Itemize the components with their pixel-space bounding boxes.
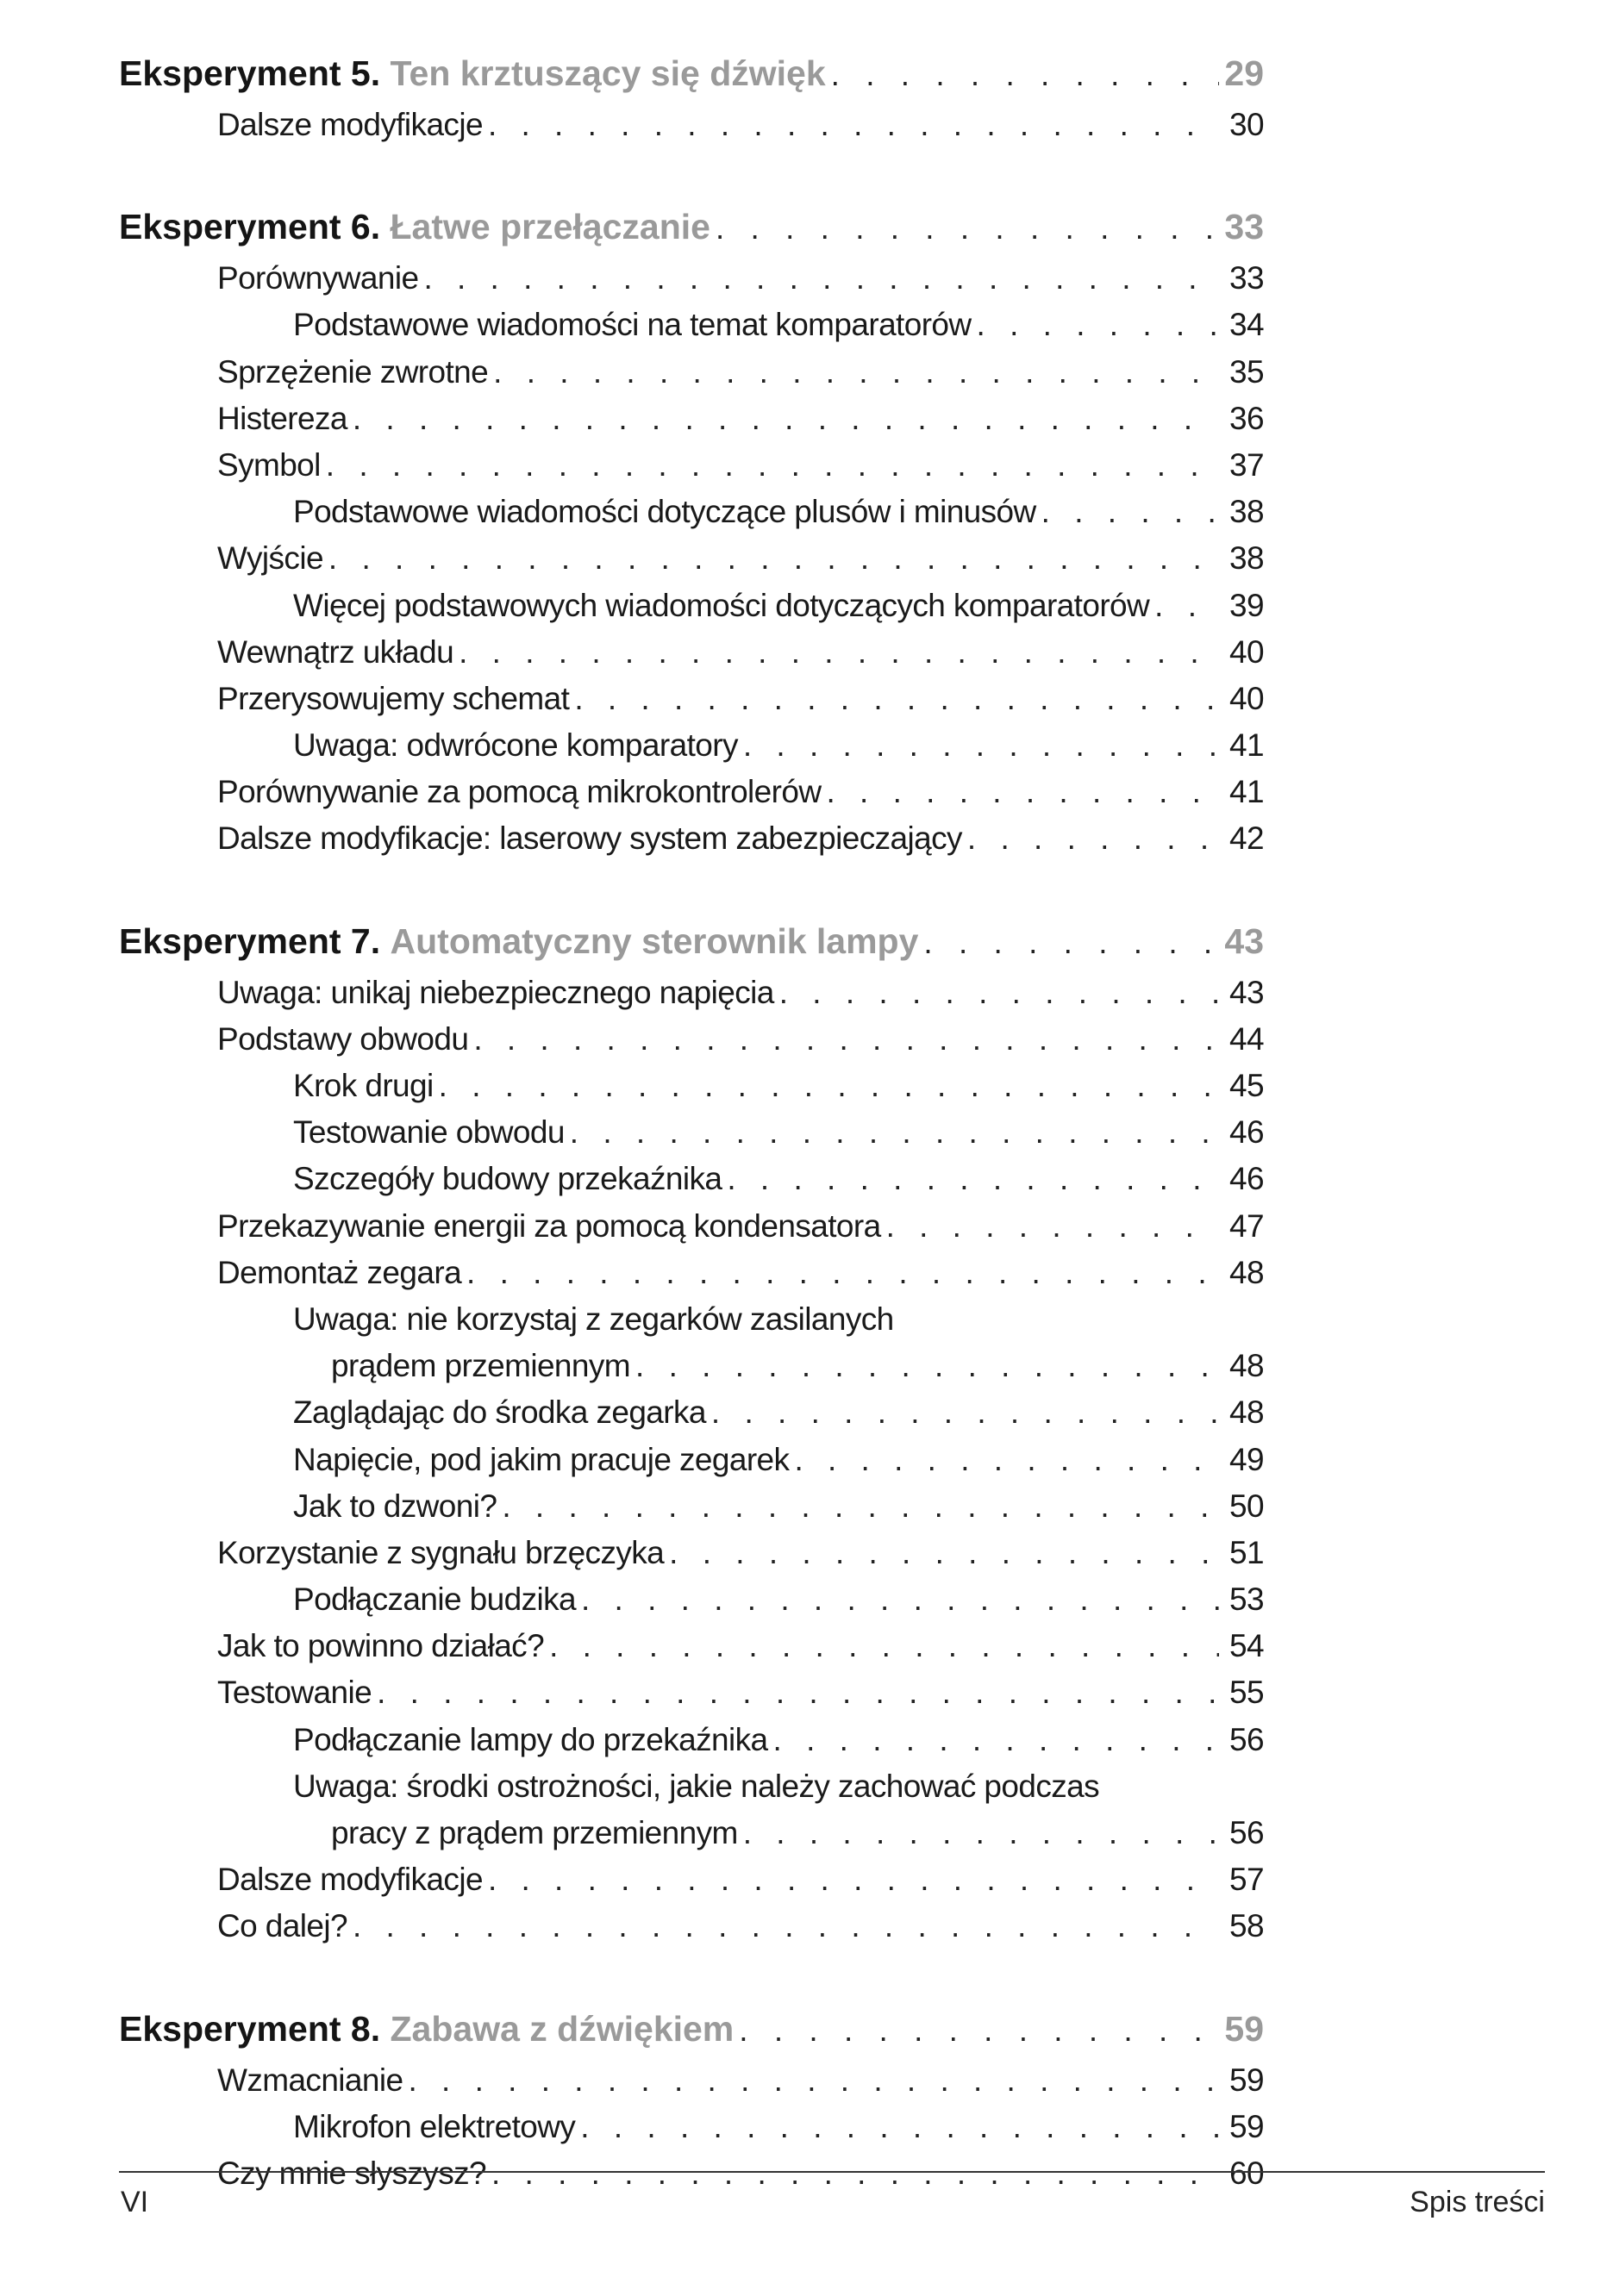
entry-title: Dalsze modyfikacje: laserowy system zabezpieczający <box>217 820 962 857</box>
entry-title: Porównywanie za pomocą mikrokontrolerów <box>217 774 822 810</box>
entry-title: Uwaga: środki ostrożności, jakie należy zachować podczas <box>293 1768 1100 1804</box>
dot-leader <box>502 1488 1219 1525</box>
toc-chapter <box>119 2009 1264 2203</box>
dot-leader <box>794 1442 1219 1478</box>
chapter-title: Automatyczny sterownik lampy <box>390 920 919 961</box>
entry-title: Szczegóły budowy przekaźnika <box>293 1161 722 1197</box>
toc-entry[interactable] <box>119 2156 1264 2202</box>
entry-title: Wewnątrz układu <box>217 633 454 670</box>
entry-title: Jak to dzwoni? <box>293 1488 497 1524</box>
dot-leader <box>669 1535 1219 1571</box>
toc-entry[interactable] <box>119 540 1264 587</box>
toc-entry[interactable] <box>119 447 1264 494</box>
chapter-heading[interactable] <box>119 207 1264 260</box>
entry-title: Więcej podstawowych wiadomości dotyczących komparatorów <box>293 587 1150 623</box>
chapter-label: Eksperyment 8. <box>119 2008 381 2049</box>
dot-leader <box>977 307 1219 343</box>
toc-entry[interactable] <box>119 1488 1264 1535</box>
toc-entry[interactable] <box>119 588 1264 634</box>
dot-leader <box>967 820 1219 857</box>
dot-leader <box>711 1394 1219 1431</box>
chapter-label: Eksperyment 5. <box>119 53 381 93</box>
entry-page-number: 30 <box>1229 107 1264 142</box>
toc-entry[interactable] <box>119 1068 1264 1114</box>
entry-page-number: 36 <box>1229 400 1264 436</box>
entry-title: Symbol <box>217 446 321 483</box>
entry-page-number: 51 <box>1229 1534 1264 1570</box>
toc-entry[interactable] <box>119 1208 1264 1255</box>
entry-title: Przerysowujemy schemat <box>217 680 570 716</box>
footer-section-title: Spis treści <box>1410 2186 1545 2218</box>
dot-leader <box>826 774 1219 810</box>
chapter-title: Ten krztuszący się dźwięk <box>390 53 826 93</box>
toc-chapter <box>119 53 1264 153</box>
dot-leader <box>1154 588 1219 624</box>
chapter-label: Eksperyment 6. <box>119 207 381 247</box>
toc-entry[interactable] <box>119 260 1264 307</box>
entry-page-number: 48 <box>1229 1348 1264 1384</box>
dot-leader <box>439 1068 1219 1104</box>
entry-page-number: 53 <box>1229 1582 1264 1618</box>
dot-leader <box>377 1675 1219 1711</box>
entry-page-number: 45 <box>1229 1068 1264 1103</box>
entry-title: Podstawy obwodu <box>217 1020 469 1057</box>
dot-leader <box>466 1255 1219 1291</box>
entry-page-number: 48 <box>1229 1254 1264 1290</box>
toc-entry[interactable] <box>119 1114 1264 1161</box>
entry-title: Dalsze modyfikacje <box>217 107 483 142</box>
dot-leader <box>574 681 1219 717</box>
entry-title: Dalsze modyfikacje <box>217 1862 483 1898</box>
entry-page-number: 41 <box>1229 727 1264 764</box>
entry-page-number: 48 <box>1229 1394 1264 1431</box>
dot-leader <box>473 1021 1219 1058</box>
entry-title: Histereza <box>217 400 347 436</box>
toc-entry[interactable] <box>119 401 1264 447</box>
toc-entry[interactable] <box>119 774 1264 820</box>
chapter-page-number: 29 <box>1224 53 1264 93</box>
toc-entry[interactable] <box>119 1301 1264 1348</box>
entry-title: Uwaga: odwrócone komparatory <box>293 727 738 764</box>
entry-title: Co dalej? <box>217 1908 347 1944</box>
toc-entry[interactable] <box>119 354 1264 401</box>
entry-title: Sprzężenie zwrotne <box>217 353 489 390</box>
entry-page-number: 37 <box>1229 446 1264 483</box>
entry-page-number: 47 <box>1229 1207 1264 1244</box>
toc-chapter <box>119 921 1264 1956</box>
entry-page-number: 38 <box>1229 494 1264 530</box>
dot-leader <box>743 727 1219 764</box>
entry-page-number: 55 <box>1229 1675 1264 1711</box>
entry-title: Korzystanie z sygnału brzęczyka <box>217 1534 665 1570</box>
chapter-heading[interactable] <box>119 2009 1264 2062</box>
chapter-page-number: 33 <box>1224 207 1264 247</box>
toc-entry[interactable] <box>119 107 1264 153</box>
toc-entry[interactable] <box>119 2062 1264 2109</box>
footer-divider <box>119 2171 1545 2173</box>
entry-title: Przekazywanie energii za pomocą kondensatora <box>217 1207 881 1244</box>
toc-entry[interactable] <box>119 494 1264 540</box>
toc-entry[interactable] <box>119 820 1264 867</box>
entry-title: Wzmacnianie <box>217 2062 403 2098</box>
entry-title: Demontaż zegara <box>217 1254 462 1290</box>
toc-entry[interactable] <box>119 1442 1264 1488</box>
entry-page-number: 46 <box>1229 1161 1264 1197</box>
entry-page-number: 38 <box>1229 540 1264 577</box>
dot-leader <box>743 1815 1219 1851</box>
entry-page-number: 39 <box>1229 587 1264 623</box>
entry-page-number: 44 <box>1229 1020 1264 1057</box>
dot-leader <box>580 2109 1219 2145</box>
dot-leader <box>779 975 1219 1011</box>
entry-page-number: 43 <box>1229 974 1264 1010</box>
toc-entry[interactable] <box>119 975 1264 1021</box>
entry-title: Testowanie <box>217 1675 372 1711</box>
dot-leader <box>581 1582 1219 1618</box>
entry-page-number: 59 <box>1229 2108 1264 2144</box>
dot-leader <box>326 447 1219 484</box>
dot-leader <box>727 1161 1219 1197</box>
toc-entry[interactable] <box>119 1722 1264 1769</box>
dot-leader <box>739 2012 1219 2049</box>
dot-leader <box>459 634 1219 671</box>
chapter-heading[interactable] <box>119 53 1264 107</box>
entry-title: Krok drugi <box>293 1068 434 1103</box>
entry-page-number: 59 <box>1229 2062 1264 2098</box>
toc-entry[interactable] <box>119 1535 1264 1582</box>
toc-entry[interactable] <box>119 1255 1264 1301</box>
dot-leader <box>716 210 1219 246</box>
entry-title: Mikrofon elektretowy <box>293 2108 576 2144</box>
entry-title: Napięcie, pod jakim pracuje zegarek <box>293 1441 790 1477</box>
entry-title: Podstawowe wiadomości dotyczące plusów i minusów <box>293 494 1036 530</box>
dot-leader <box>488 107 1219 143</box>
toc-entry[interactable] <box>119 1348 1264 1394</box>
chapter-heading[interactable] <box>119 921 1264 975</box>
table-of-contents <box>119 53 1264 2202</box>
entry-page-number: 56 <box>1229 1815 1264 1850</box>
entry-page-number: 50 <box>1229 1488 1264 1524</box>
chapter-title: Łatwe przełączanie <box>390 207 710 247</box>
dot-leader <box>488 1862 1219 1898</box>
toc-entry[interactable] <box>119 1161 1264 1207</box>
entry-title: Podłączanie budzika <box>293 1582 576 1618</box>
toc-entry[interactable] <box>119 1582 1264 1628</box>
dot-leader <box>886 1208 1219 1245</box>
dot-leader <box>831 57 1219 93</box>
toc-chapter <box>119 207 1264 867</box>
entry-page-number: 60 <box>1229 2155 1264 2191</box>
toc-entry[interactable] <box>119 1815 1264 1862</box>
chapter-page-number: 43 <box>1224 920 1264 961</box>
dot-leader <box>408 2062 1219 2099</box>
toc-entry[interactable] <box>119 2109 1264 2156</box>
toc-entry[interactable] <box>119 1675 1264 1721</box>
entry-page-number: 40 <box>1229 633 1264 670</box>
entry-title: Jak to powinno działać? <box>217 1628 545 1664</box>
toc-entry[interactable] <box>119 307 1264 353</box>
dot-leader <box>491 2156 1219 2192</box>
chapter-title: Zabawa z dźwiękiem <box>390 2008 735 2049</box>
entry-title: Podstawowe wiadomości na temat komparatorów <box>293 307 972 343</box>
dot-leader <box>549 1628 1219 1664</box>
entry-title: Wyjście <box>217 540 323 577</box>
entry-page-number: 34 <box>1229 307 1264 343</box>
entry-title: Uwaga: nie korzystaj z zegarków zasilanych <box>293 1301 894 1337</box>
dot-leader <box>923 925 1219 961</box>
entry-title: Zaglądając do środka zegarka <box>293 1394 706 1431</box>
dot-leader <box>353 401 1219 437</box>
entry-page-number: 42 <box>1229 820 1264 857</box>
chapter-page-number: 59 <box>1224 2008 1264 2049</box>
dot-leader <box>570 1114 1219 1151</box>
entry-title: Podłączanie lampy do przekaźnika <box>293 1721 768 1757</box>
entry-title: Czy mnie słyszysz? <box>217 2155 486 2191</box>
chapter-label: Eksperyment 7. <box>119 920 381 961</box>
dot-leader <box>1041 494 1219 530</box>
toc-entry[interactable] <box>119 634 1264 681</box>
toc-entry[interactable] <box>119 1394 1264 1441</box>
entry-page-number: 46 <box>1229 1114 1264 1151</box>
entry-page-number: 33 <box>1229 260 1264 296</box>
dot-leader <box>493 354 1219 390</box>
entry-page-number: 57 <box>1229 1862 1264 1898</box>
entry-page-number: 56 <box>1229 1721 1264 1757</box>
dot-leader <box>635 1348 1219 1384</box>
entry-page-number: 41 <box>1229 774 1264 810</box>
footer-page-number: VI <box>121 2186 149 2218</box>
toc-entry[interactable] <box>119 1862 1264 1908</box>
entry-page-number: 54 <box>1229 1628 1264 1664</box>
toc-entry[interactable] <box>119 727 1264 774</box>
toc-entry[interactable] <box>119 1769 1264 1815</box>
entry-page-number: 40 <box>1229 680 1264 716</box>
entry-title: Uwaga: unikaj niebezpiecznego napięcia <box>217 974 774 1010</box>
entry-title: prądem przemiennym <box>331 1348 631 1384</box>
dot-leader <box>353 1908 1219 1944</box>
entry-page-number: 49 <box>1229 1441 1264 1477</box>
dot-leader <box>773 1722 1219 1758</box>
dot-leader <box>423 260 1219 296</box>
entry-title: pracy z prądem przemiennym <box>331 1815 738 1850</box>
entry-page-number: 58 <box>1229 1908 1264 1944</box>
entry-title: Testowanie obwodu <box>293 1114 565 1151</box>
dot-leader <box>328 540 1219 577</box>
toc-entry[interactable] <box>119 1628 1264 1675</box>
toc-entry[interactable] <box>119 681 1264 727</box>
entry-title: Porównywanie <box>217 260 419 296</box>
toc-entry[interactable] <box>119 1021 1264 1068</box>
toc-entry[interactable] <box>119 1908 1264 1955</box>
entry-page-number: 35 <box>1229 353 1264 390</box>
